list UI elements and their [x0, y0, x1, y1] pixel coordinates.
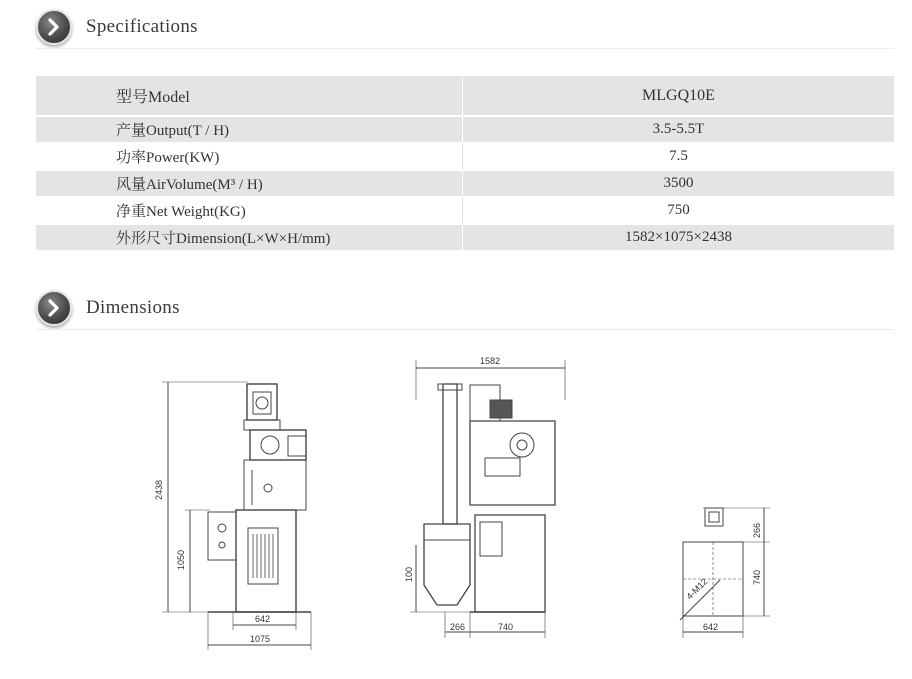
dim-label: 266 — [450, 622, 466, 632]
spec-label: 型号Model — [36, 76, 463, 116]
table-row — [36, 143, 894, 170]
dimension-drawing — [150, 348, 790, 668]
dimensions-title: Dimensions — [86, 297, 180, 318]
spec-value: 1582×1075×2438 — [463, 224, 895, 251]
table-row — [36, 224, 894, 251]
chevron-right-icon — [36, 290, 72, 326]
spec-label: 净重Net Weight(KG) — [116, 204, 246, 220]
front-view — [410, 360, 565, 638]
chevron-right-icon — [36, 9, 72, 45]
divider — [36, 329, 894, 330]
dim-label: 4-M12 — [684, 576, 710, 602]
spec-label: 功率Power(KW) — [116, 150, 220, 166]
dim-label: 642 — [703, 622, 719, 632]
spec-value: MLGQ10E — [463, 76, 895, 116]
spec-value: 7.5 — [463, 143, 895, 170]
specifications-table — [36, 76, 894, 252]
spec-value: 3500 — [463, 170, 895, 197]
dim-label: 1582 — [480, 356, 501, 366]
divider — [36, 48, 894, 49]
table-row — [36, 197, 894, 224]
dim-label: 266 — [752, 522, 762, 538]
spec-label: 产量Output(T / H) — [36, 116, 463, 143]
dim-label: 642 — [255, 614, 271, 624]
spec-value: 3.5-5.5T — [463, 116, 895, 143]
dim-label: 740 — [752, 569, 762, 585]
dimensions-header — [36, 290, 180, 326]
dim-label: 100 — [404, 566, 414, 582]
dim-label: 2438 — [154, 479, 164, 500]
dim-label: 1050 — [176, 549, 186, 570]
specifications-header — [36, 9, 198, 45]
specifications-title: Specifications — [86, 16, 198, 37]
table-row — [36, 170, 894, 197]
dim-label: 740 — [498, 622, 514, 632]
dim-label: 1075 — [250, 634, 271, 644]
spec-value: 750 — [463, 197, 895, 224]
spec-label: 风量AirVolume(M³ / H) — [36, 170, 463, 197]
table-row — [36, 116, 894, 143]
side-view — [162, 382, 311, 650]
table-row — [36, 76, 894, 116]
spec-label: 外形尺寸Dimension(L×W×H/mm) — [36, 224, 463, 251]
